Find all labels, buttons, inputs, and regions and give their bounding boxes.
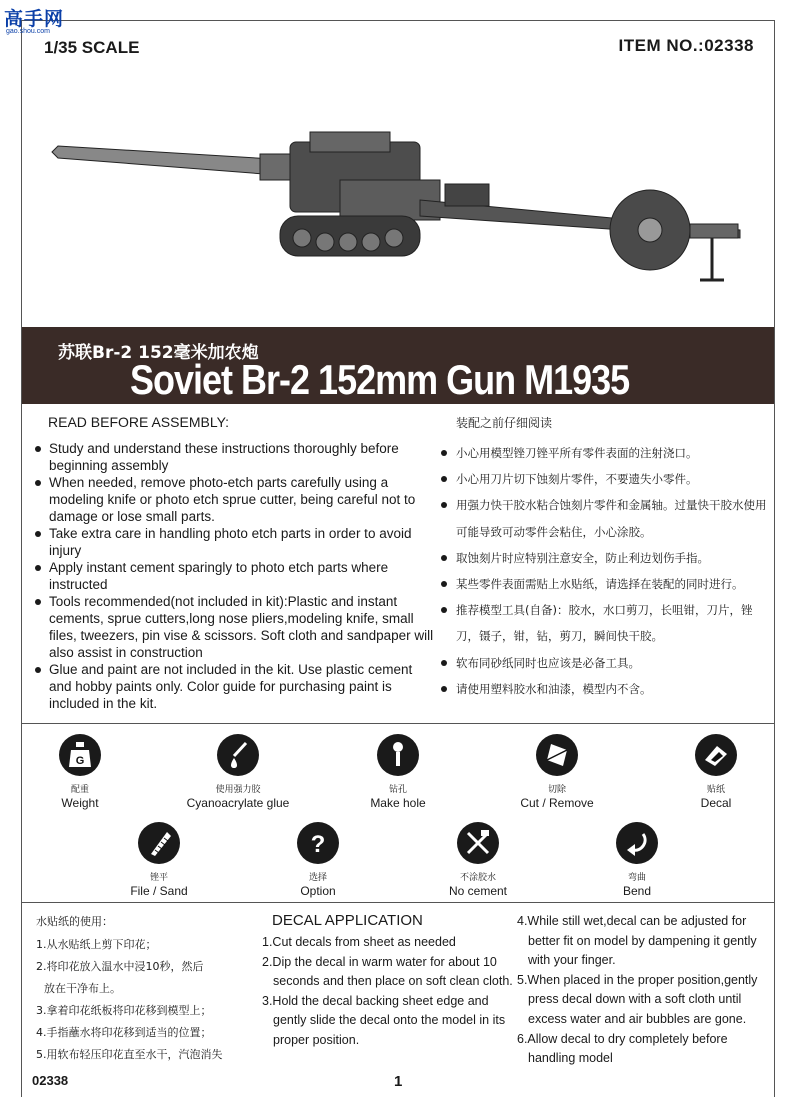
symbol-cn: 弯曲 xyxy=(627,873,646,883)
list-item: Tools recommended(not included in kit):Plastic and instant cements, sprue cutters,long nose pliers,modeling knife, small files, tweezers, pin vise & scissors. Soft cloth and sandpaper will also assist in construction xyxy=(34,593,434,661)
watermark-main: 高手网 xyxy=(4,8,65,30)
list-item: handling model xyxy=(528,1051,613,1066)
symbol-en: Option xyxy=(300,884,336,898)
cut-icon xyxy=(536,734,578,776)
symbol-weight xyxy=(10,734,150,810)
watermark-logo xyxy=(4,4,70,38)
symbol-en: Make hole xyxy=(370,796,426,810)
symbol-bend xyxy=(567,822,707,898)
list-item: 2.将印花放入温水中浸10秒，然后 xyxy=(36,960,204,973)
symbol-drill xyxy=(328,734,468,810)
symbol-en: Decal xyxy=(700,796,732,810)
decal-cn-list xyxy=(36,934,261,1066)
list-item: 1.Cut decals from sheet as needed xyxy=(262,935,456,949)
list-item: 4.While still wet,decal can be adjusted for xyxy=(517,914,747,928)
symbol-cn: 贴纸 xyxy=(706,785,725,795)
symbol-glue xyxy=(168,734,308,810)
list-item: excess water and air bubbles are gone. xyxy=(528,1011,747,1026)
watermark-sub: gao.shou.com xyxy=(6,28,50,35)
symbol-cut xyxy=(487,734,627,810)
decal-en-list-2 xyxy=(517,912,772,1069)
divider xyxy=(22,902,774,903)
list-item: 请使用塑料胶水和油漆，模型内不含。 xyxy=(440,676,770,702)
decal-en-list xyxy=(262,933,517,1051)
symbol-decal xyxy=(646,734,786,810)
weight-icon xyxy=(59,734,101,776)
symbol-en: Weight xyxy=(61,796,99,810)
title-band xyxy=(22,327,774,404)
list-item: 5.用软布轻压印花直至水干，汽泡消失 xyxy=(36,1048,223,1061)
symbol-en: Bend xyxy=(622,884,652,898)
read-list xyxy=(34,440,434,712)
file-sand-icon xyxy=(138,822,180,864)
weight-glyph: G xyxy=(75,755,85,767)
list-item: 4.手指蘸水将印花移到适当的位置； xyxy=(36,1026,212,1039)
symbol-cn: 使用强力胶 xyxy=(215,785,261,795)
list-item: Glue and paint are not included in the kit. Use plastic cement and hobby paints only. Color guide for purchasing paint is included in the kit. xyxy=(34,661,434,712)
symbol-cn: 钻孔 xyxy=(388,785,407,795)
title-cn: 苏联Br-2 152毫米加农炮 xyxy=(58,343,259,363)
decal-cn-heading: 水贴纸的使用： xyxy=(36,915,113,928)
item-no: 02338 xyxy=(704,36,754,55)
no-cement-icon xyxy=(457,822,499,864)
list-item: Study and understand these instructions thoroughly before beginning assembly xyxy=(34,440,434,474)
item-label: ITEM NO.: xyxy=(618,36,705,55)
divider xyxy=(22,723,774,724)
option-glyph: ? xyxy=(310,831,326,858)
symbol-cn: 选择 xyxy=(308,873,327,883)
list-item: 推荐模型工具(自备)：胶水，水口剪刀，长咀钳，刀片，锉刀，镊子，钳，钻，剪刀，瞬间快干胶。 xyxy=(440,597,770,649)
read-cn-list xyxy=(440,440,770,702)
glue-drop-icon xyxy=(217,734,259,776)
symbol-en: Cyanoacrylate glue xyxy=(186,796,290,810)
symbol-file xyxy=(89,822,229,898)
footer-code: 02338 xyxy=(32,1073,69,1088)
option-icon xyxy=(297,822,339,864)
decal-heading: DECAL APPLICATION xyxy=(272,912,423,929)
symbol-no-cement xyxy=(408,822,548,898)
list-item: When needed, remove photo-etch parts carefully using a modeling knife or photo etch sprue cutter, being careful not to damage or lose small parts. xyxy=(34,474,434,525)
list-item: with your finger. xyxy=(528,953,616,968)
list-item: 3.Hold the decal backing sheet edge and xyxy=(262,993,489,1008)
list-item: 6.Allow decal to dry completely before xyxy=(517,1031,728,1046)
list-item: Apply instant cement sparingly to photo etch parts where instructed xyxy=(34,559,434,593)
symbol-cn: 锉平 xyxy=(149,873,168,883)
list-item: 1.从水贴纸上剪下印花； xyxy=(36,938,157,951)
list-item: press decal down with a soft cloth until xyxy=(528,992,742,1007)
scale-label: 1/35 SCALE xyxy=(44,38,140,57)
list-item: 3.拿着印花纸板将印花移到模型上； xyxy=(36,1004,212,1017)
symbol-cn: 不涂胶水 xyxy=(459,873,496,883)
list-item: seconds and then place on soft clean cloth. xyxy=(273,974,513,989)
symbol-cn: 切除 xyxy=(547,785,566,795)
item-number xyxy=(619,36,755,56)
symbol-en: No cement xyxy=(448,884,508,898)
gun-illustration xyxy=(40,120,760,310)
list-item: better fit on model by dampening it gently xyxy=(528,933,757,948)
list-item: 某些零件表面需贴上水贴纸，请选择在装配的同时进行。 xyxy=(440,571,770,597)
symbol-en: Cut / Remove xyxy=(520,796,594,810)
page-number: 1 xyxy=(394,1073,403,1090)
bend-icon xyxy=(616,822,658,864)
list-item: Take extra care in handling photo etch parts in order to avoid injury xyxy=(34,525,434,559)
list-item: 小心用刀片切下蚀刻片零件，不要遗失小零件。 xyxy=(440,466,770,492)
list-item: gently slide the decal onto the model in its xyxy=(273,1013,506,1028)
list-item: 小心用模型锉刀锉平所有零件表面的注射浇口。 xyxy=(440,440,770,466)
read-cn-heading: 装配之前仔细阅读 xyxy=(456,416,553,430)
list-item: 软布同砂纸同时也应该是必备工具。 xyxy=(440,650,770,676)
list-item: 取蚀刻片时应特别注意安全，防止利边划伤手指。 xyxy=(440,545,770,571)
drill-icon xyxy=(377,734,419,776)
decal-icon xyxy=(695,734,737,776)
symbol-cn: 配重 xyxy=(70,785,89,795)
list-item: 放在干净布上。 xyxy=(44,982,121,995)
list-item: 2.Dip the decal in warm water for about 10 xyxy=(262,954,497,969)
list-item: proper position. xyxy=(273,1032,360,1047)
list-item: 5.When placed in the proper position,gently xyxy=(517,972,758,987)
symbol-option xyxy=(248,822,388,898)
read-heading: READ BEFORE ASSEMBLY: xyxy=(48,414,230,430)
list-item: 用强力快干胶水粘合蚀刻片零件和金属轴。过量快干胶水使用可能导致可动零件会粘住，小心涂胶。 xyxy=(440,492,770,544)
symbol-en: File / Sand xyxy=(130,884,188,898)
title-en: Soviet Br-2 152mm Gun M1935 xyxy=(130,356,630,404)
